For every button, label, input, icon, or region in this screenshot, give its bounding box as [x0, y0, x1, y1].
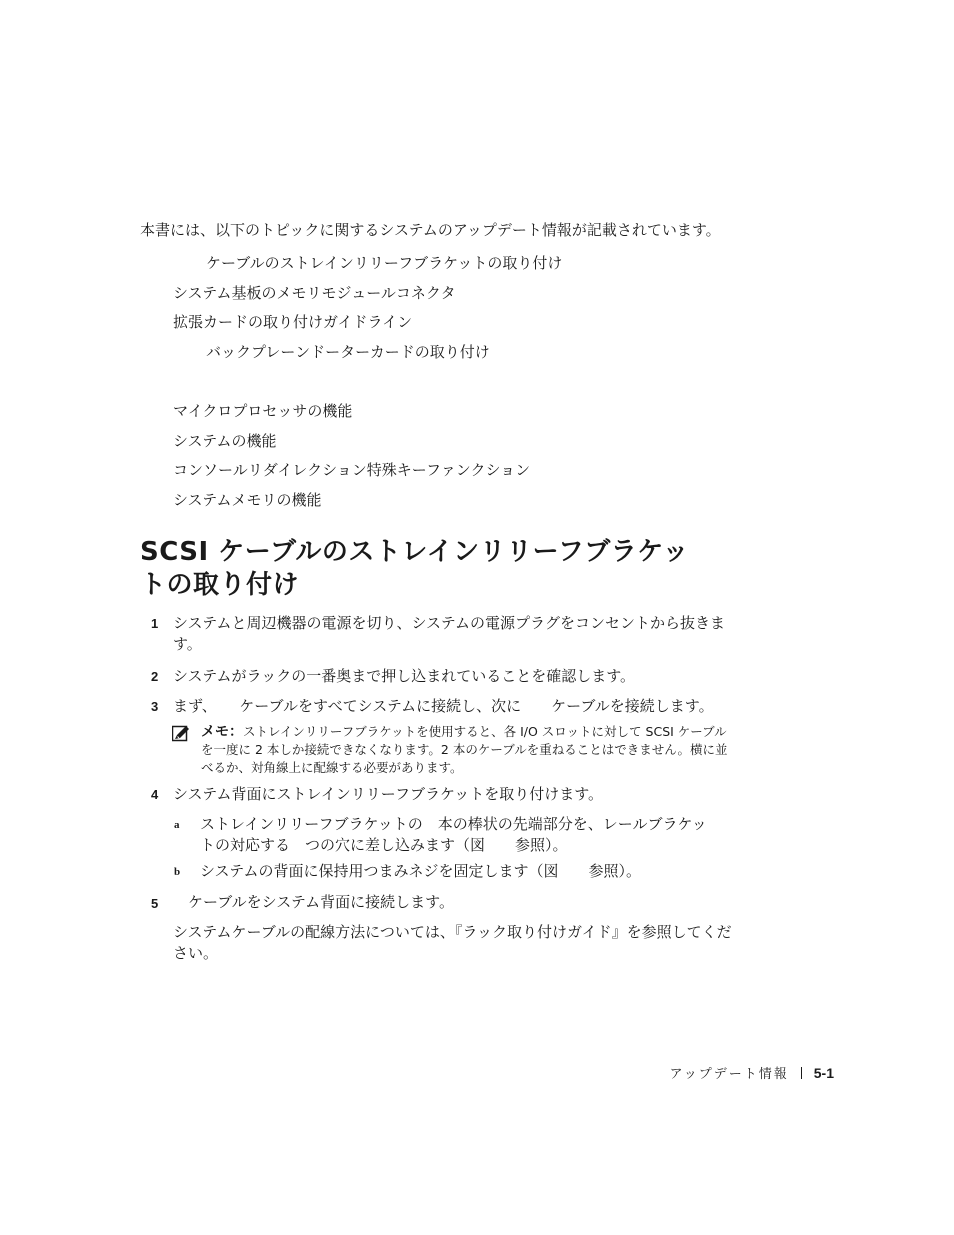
note-label: メモ：: [201, 724, 243, 740]
step-number: 5: [151, 896, 159, 911]
footer-title: アップデート情報: [669, 1067, 789, 1082]
step-number: 4: [151, 787, 159, 802]
substep-letter: b: [174, 866, 181, 878]
intro-paragraph: 本書には、以下のトピックに関するシステムのアップデート情報が記載されています。: [140, 221, 721, 239]
note-pencil-icon: [172, 724, 190, 742]
section-heading-line1: SCSI ケーブルのストレインリリーフブラケッ: [140, 537, 690, 567]
page-footer: [670, 1063, 834, 1082]
step-text: まず、 ケーブルをすべてシステムに接続し、次に ケーブルを接続します。: [173, 697, 714, 715]
substep-text: システムの背面に保持用つまみネジを固定します（図 参照）。: [200, 862, 642, 880]
page-number: 5-1: [813, 1064, 834, 1081]
note-block: [201, 723, 731, 777]
substep-text: ストレインリリーフブラケットの 本の棒状の先端部分を、レールブラケットの対応する つの穴に差し込みます（図 参照）。: [200, 815, 707, 854]
topic-item: バックプレーンドーターカードの取り付け: [206, 343, 490, 361]
topic-item: ケーブルのストレインリリーフブラケットの取り付け: [206, 254, 563, 272]
step-text: システムがラックの一番奥まで押し込まれていることを確認します。: [173, 667, 636, 685]
topic-item: コンソールリダイレクション特殊キーファンクション: [173, 461, 531, 479]
step-number: 2: [151, 669, 159, 684]
topic-item: システムメモリの機能: [173, 491, 322, 509]
substep-letter: a: [174, 819, 180, 831]
topic-item: マイクロプロセッサの機能: [173, 402, 353, 420]
note-text: ストレインリリーフブラケットを使用すると、各 I/O スロットに対して SCSI ケーブルを一度に 2 本しか接続できなくなります。2 本のケーブルを重ねることはできません。横に並べるか、対角線上に配線する必要があります。: [201, 724, 728, 775]
topic-item: 拡張カードの取り付けガイドライン: [173, 313, 413, 331]
footer-divider: [801, 1067, 802, 1079]
step-text: システムと周辺機器の電源を切り、システムの電源プラグをコンセントから抜きます。: [173, 614, 726, 653]
step-text: ケーブルをシステム背面に接続します。: [173, 893, 454, 911]
step-text: システム背面にストレインリリーフブラケットを取り付けます。: [173, 785, 604, 803]
section-heading: [140, 536, 740, 602]
step-number: 3: [151, 699, 159, 714]
step-number: 1: [151, 616, 159, 631]
topic-item: システム基板のメモリモジュールコネクタ: [173, 284, 456, 302]
closing-paragraph: システムケーブルの配線方法については、『ラック取り付けガイド』を参照してください。: [173, 923, 732, 962]
section-heading-line2: トの取り付け: [140, 570, 300, 600]
topic-item: システムの機能: [173, 432, 277, 450]
